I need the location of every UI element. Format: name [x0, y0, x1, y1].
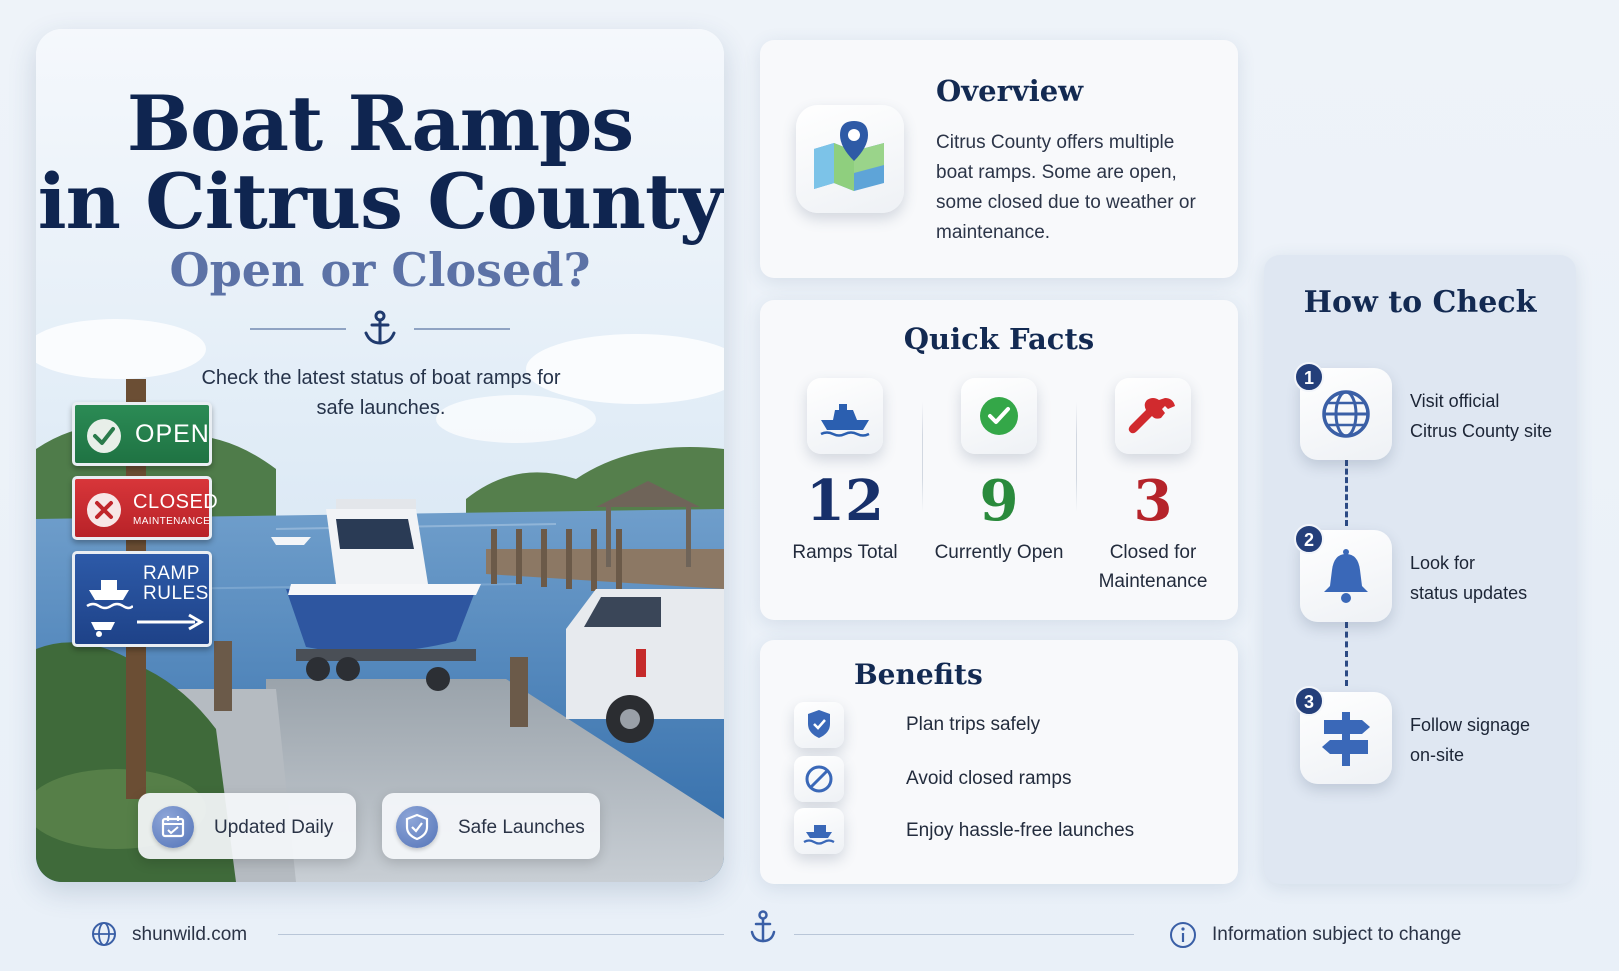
benefit-item	[794, 808, 1214, 854]
info-icon	[1168, 920, 1198, 950]
hero-subtitle: Open or Closed?	[169, 243, 591, 297]
step-text	[1410, 710, 1570, 770]
step-number-badge: 2	[1294, 524, 1324, 554]
quick-facts-title: Quick Facts	[903, 322, 1095, 356]
step-text-line1: Visit official	[1410, 391, 1500, 411]
overview-text: Citrus County offers multiple boat ramps. Some are open, some closed due to weather or maintenance.	[936, 132, 1196, 243]
fact-separator	[1076, 402, 1077, 512]
benefits-title: Benefits	[854, 658, 983, 691]
step-number-badge: 1	[1294, 362, 1324, 392]
fact-label: Ramps Total	[792, 542, 898, 563]
calendar-icon	[152, 806, 194, 848]
check-circle-icon	[85, 417, 123, 455]
step-text-line2: Citrus County site	[1410, 421, 1553, 441]
step-status-updates	[1300, 530, 1560, 626]
arrow-right-icon	[135, 612, 205, 632]
benefit-label: Plan trips safely	[906, 714, 1041, 735]
closed-sign-sublabel: MAINTENANCE	[133, 516, 211, 527]
ramp-rules-line2: RULES	[143, 583, 209, 604]
step-text-line1: Look for	[1410, 553, 1476, 573]
step-text-line1: Follow signage	[1410, 715, 1531, 735]
step-text-line2: status updates	[1410, 583, 1528, 603]
footer-divider-right	[794, 934, 1134, 935]
fact-value: 12	[806, 468, 884, 534]
map-pin-icon	[796, 105, 904, 213]
hero-card	[36, 29, 724, 882]
fact-value: 9	[979, 468, 1019, 534]
how-to-check-card	[1264, 255, 1576, 884]
ramp-rules-line1: RAMP	[143, 563, 200, 584]
anchor-icon	[748, 910, 778, 946]
updated-daily-badge	[138, 793, 356, 859]
step-follow-signage	[1300, 692, 1560, 788]
fact-label: Closed for Maintenance	[1098, 542, 1208, 592]
benefits-card	[760, 640, 1238, 884]
safe-launches-label: Safe Launches	[458, 817, 585, 838]
step-text-line2: on-site	[1410, 745, 1465, 765]
boat-icon	[807, 378, 883, 454]
check-icon	[961, 378, 1037, 454]
wrench-icon	[1115, 378, 1191, 454]
fact-closed-maintenance	[1078, 378, 1228, 596]
shield-check-icon	[794, 702, 844, 748]
fact-currently-open	[924, 378, 1074, 567]
overview-card	[760, 40, 1238, 278]
fact-label: Currently Open	[934, 542, 1064, 563]
footer-divider-left	[278, 934, 724, 935]
globe-icon	[90, 920, 118, 948]
step-text	[1410, 386, 1570, 446]
step-connector	[1345, 622, 1348, 686]
ramp-rules-label	[143, 564, 209, 604]
step-number-badge: 3	[1294, 686, 1324, 716]
no-entry-icon	[794, 756, 844, 802]
safe-launches-badge	[382, 793, 600, 859]
fact-ramps-total	[770, 378, 920, 567]
ramp-rules-sign	[72, 551, 212, 647]
open-sign	[72, 402, 212, 466]
footer-site-link[interactable]: shunwild.com	[132, 924, 248, 945]
hero-tagline: Check the latest status of boat ramps for safe launches.	[201, 367, 561, 419]
boat-trailer-icon	[85, 568, 133, 638]
fact-separator	[922, 402, 923, 512]
x-circle-icon	[85, 491, 123, 529]
fact-value: 3	[1133, 468, 1173, 534]
benefit-label: Enjoy hassle-free launches	[906, 820, 1135, 841]
hero-title-line1: Boat Ramps	[126, 79, 634, 168]
hero-title-line2: in Citrus County	[37, 157, 723, 246]
anchor-divider	[250, 309, 510, 349]
how-to-check-title: How to Check	[1303, 285, 1537, 320]
quick-facts-card	[760, 300, 1238, 620]
closed-sign	[72, 476, 219, 540]
open-sign-label: OPEN	[135, 420, 210, 448]
benefit-item	[794, 756, 1214, 802]
footer-disclaimer: Information subject to change	[1212, 924, 1462, 945]
overview-title: Overview	[936, 74, 1084, 108]
closed-sign-label: CLOSED	[133, 491, 219, 513]
boat-wave-icon	[794, 808, 844, 854]
step-connector	[1345, 460, 1348, 526]
updated-daily-label: Updated Daily	[214, 817, 334, 838]
step-text	[1410, 548, 1570, 608]
benefit-label: Avoid closed ramps	[906, 768, 1072, 789]
shield-icon	[396, 806, 438, 848]
benefit-item	[794, 702, 1214, 748]
step-visit-site	[1300, 368, 1560, 464]
anchor-icon	[366, 312, 394, 343]
